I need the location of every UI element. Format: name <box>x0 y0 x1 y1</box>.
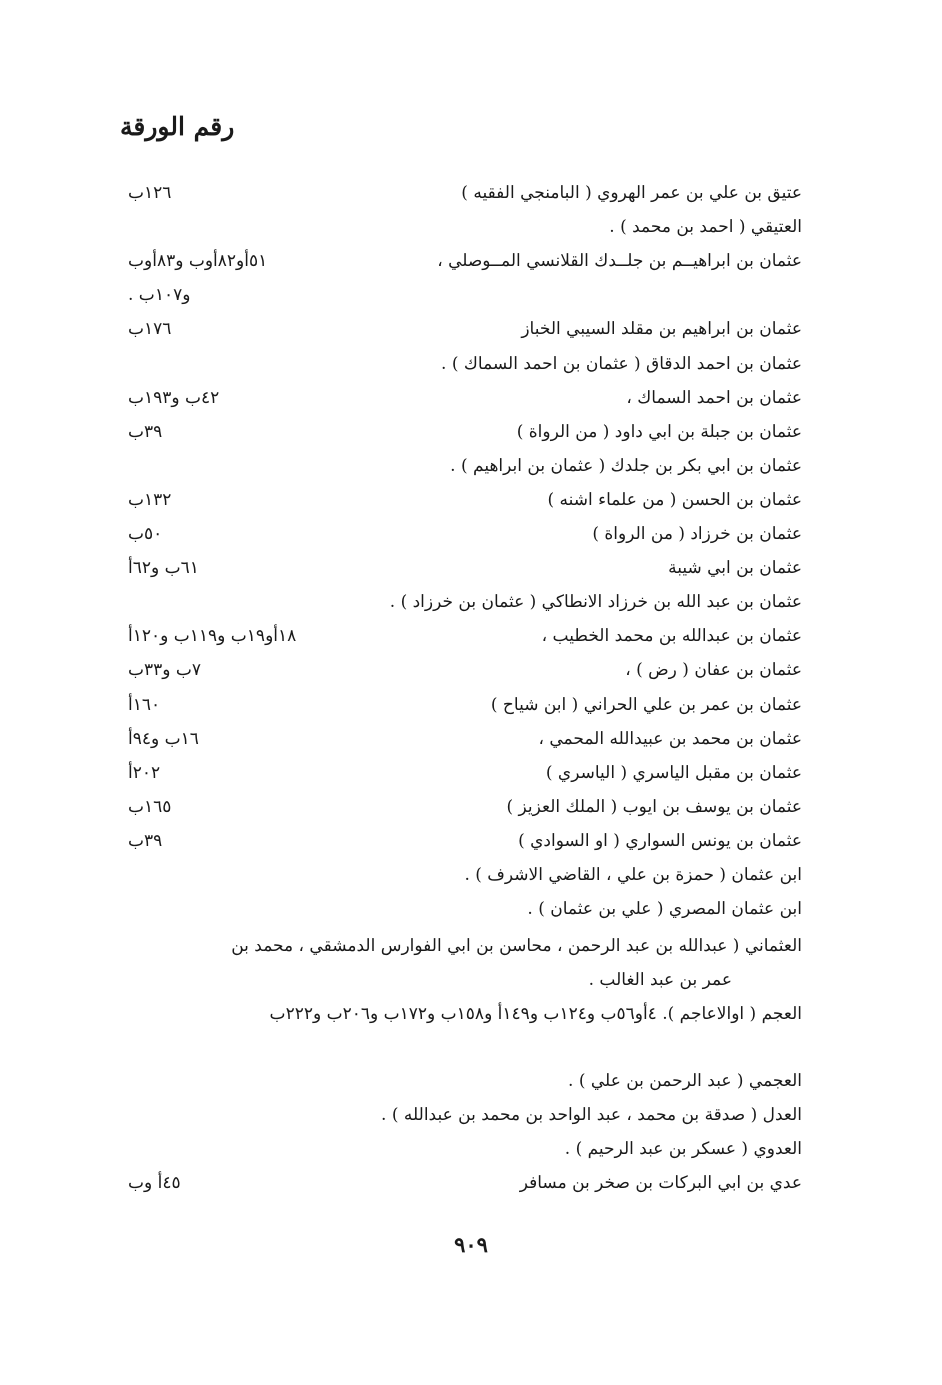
index-row <box>0 417 942 451</box>
entry-name: عثمان بن ابي بكر بن جلدك ( عثمان بن ابراهيم ) . <box>450 455 802 476</box>
uthmani-line-1: العثماني ( عبدالله بن عبد الرحمن ، محاسن بن ابي الفوارس الدمشقي ، محمد بن <box>231 936 802 956</box>
index-row <box>0 1134 942 1168</box>
index-row <box>0 894 942 928</box>
index-row <box>0 1100 942 1134</box>
entry-name: عثمان بن ابراهيــم بن جلــدك القلانسي المــوصلي ، <box>437 251 802 272</box>
entry-name: العدل ( صدقة بن محمد ، عبد الواحد بن محمد بن عبدالله ) . <box>381 1105 802 1125</box>
uthmani-line-2: عمر بن عبد الغالب . <box>588 970 732 990</box>
index-row <box>0 587 942 621</box>
folio-ref: ٥١أو٨٢أوب و٨٣أوب <box>128 251 268 272</box>
index-row <box>0 724 942 758</box>
entry-name: عثمان بن احمد الدقاق ( عثمان بن احمد السماك ) . <box>441 353 802 374</box>
folio-ref: ١٢٦ب <box>128 183 172 203</box>
index-row <box>0 1168 942 1202</box>
entry-name: عثمان بن خرزاد ( من الرواة ) <box>592 524 802 544</box>
folio-ref: ٤٢ب و١٩٣ب <box>128 387 220 408</box>
folio-ref: ١٣٢ب <box>128 489 172 510</box>
index-row <box>0 451 942 485</box>
entry-name: عثمان بن يونس السواري ( او السوادي ) <box>518 830 802 851</box>
entry-name: عدي بن ابي البركات بن صخر بن مسافر <box>519 1173 802 1193</box>
folio-ref: ٧ب و٣٣ب <box>128 660 202 681</box>
index-row <box>0 758 942 792</box>
folio-ref: ١٦ب و٩٤أ <box>128 728 199 749</box>
page-number: ٩٠٩ <box>454 1232 488 1257</box>
index-row <box>0 826 942 860</box>
entry-name: العدوي ( عسكر بن عبد الرحيم ) . <box>564 1139 802 1159</box>
index-row <box>0 212 942 246</box>
index-row <box>0 246 942 280</box>
entry-name: عثمان بن عمر بن علي الحراني ( ابن شياح ) <box>490 694 802 715</box>
entry-name: عثمان بن عبدالله بن محمد الخطيب ، <box>541 626 802 647</box>
folio-ref: ٣٩ب <box>128 830 163 851</box>
folio-ref: ١٦٠أ <box>128 694 161 715</box>
index-row <box>0 860 942 894</box>
entry-name: عثمان بن جبلة بن ابي داود ( من الرواة ) <box>516 421 802 442</box>
entry-name: العتيقي ( احمد بن محمد ) . <box>609 217 802 238</box>
index-row <box>0 655 942 689</box>
index-row <box>0 383 942 417</box>
entry-name: عثمان بن ابراهيم بن مقلد السيبي الخباز <box>521 319 802 340</box>
entry-name: ابن عثمان المصري ( علي بن عثمان ) . <box>527 899 802 920</box>
index-row <box>0 1066 942 1100</box>
entry-name: عثمان بن ابي شيبة <box>668 558 802 579</box>
index-row <box>0 621 942 655</box>
index-row <box>0 519 942 553</box>
index-row <box>0 314 942 348</box>
entry-name: عثمان بن احمد السماك ، <box>626 387 802 408</box>
entry-name: عثمان بن يوسف بن ايوب ( الملك العزيز ) <box>506 796 802 817</box>
index-row <box>0 485 942 519</box>
folio-ref: ٦١ب و٦٢أ <box>128 558 199 579</box>
ajam-entry: العجم ( اوالاعاجم ). ٤أو٥٦ب و١٢٤ب و١٤٩أ و١٥٨ب و١٧٢ب و٢٠٦ب و٢٢٢ب <box>269 1004 802 1024</box>
folio-ref: ٣٩ب <box>128 421 163 442</box>
folio-ref: ١٨أو١٩ب و١١٩ب و١٢٠أ <box>128 626 297 647</box>
entry-name: عثمان بن عبد الله بن خرزاد الانطاكي ( عثمان بن خرزاد ) . <box>389 592 802 613</box>
folio-ref: و١٠٧ب . <box>128 285 191 306</box>
index-row <box>0 792 942 826</box>
entry-name: عثمان بن مقبل الياسري ( الياسري ) <box>545 762 802 783</box>
folio-ref: ١٧٦ب <box>128 319 172 340</box>
index-row <box>0 690 942 724</box>
index-row <box>0 349 942 383</box>
index-row <box>0 280 942 314</box>
entry-name: العجمي ( عبد الرحمن بن علي ) . <box>568 1071 802 1091</box>
entry-name: عثمان بن الحسن ( من علماء اشنه ) <box>547 489 802 510</box>
folio-ref: ١٦٥ب <box>128 796 172 817</box>
entry-name: ابن عثمان ( حمزة بن علي ، القاضي الاشرف ) . <box>464 865 802 885</box>
entry-name: عثمان بن محمد بن عبيدالله المحمي ، <box>538 728 802 749</box>
entry-name: عتيق بن علي بن عمر الهروي ( البامنجي الفقيه ) <box>461 183 802 203</box>
column-header: رقم الورقة <box>120 112 235 141</box>
entry-name: عثمان بن عفان ( رض ) ، <box>625 660 802 681</box>
folio-ref: ٥٠ب <box>128 524 163 544</box>
folio-ref: ٢٠٢أ <box>128 762 161 783</box>
index-row <box>0 178 942 212</box>
index-row <box>0 553 942 587</box>
folio-ref: ٤٥أ وب <box>128 1173 181 1193</box>
